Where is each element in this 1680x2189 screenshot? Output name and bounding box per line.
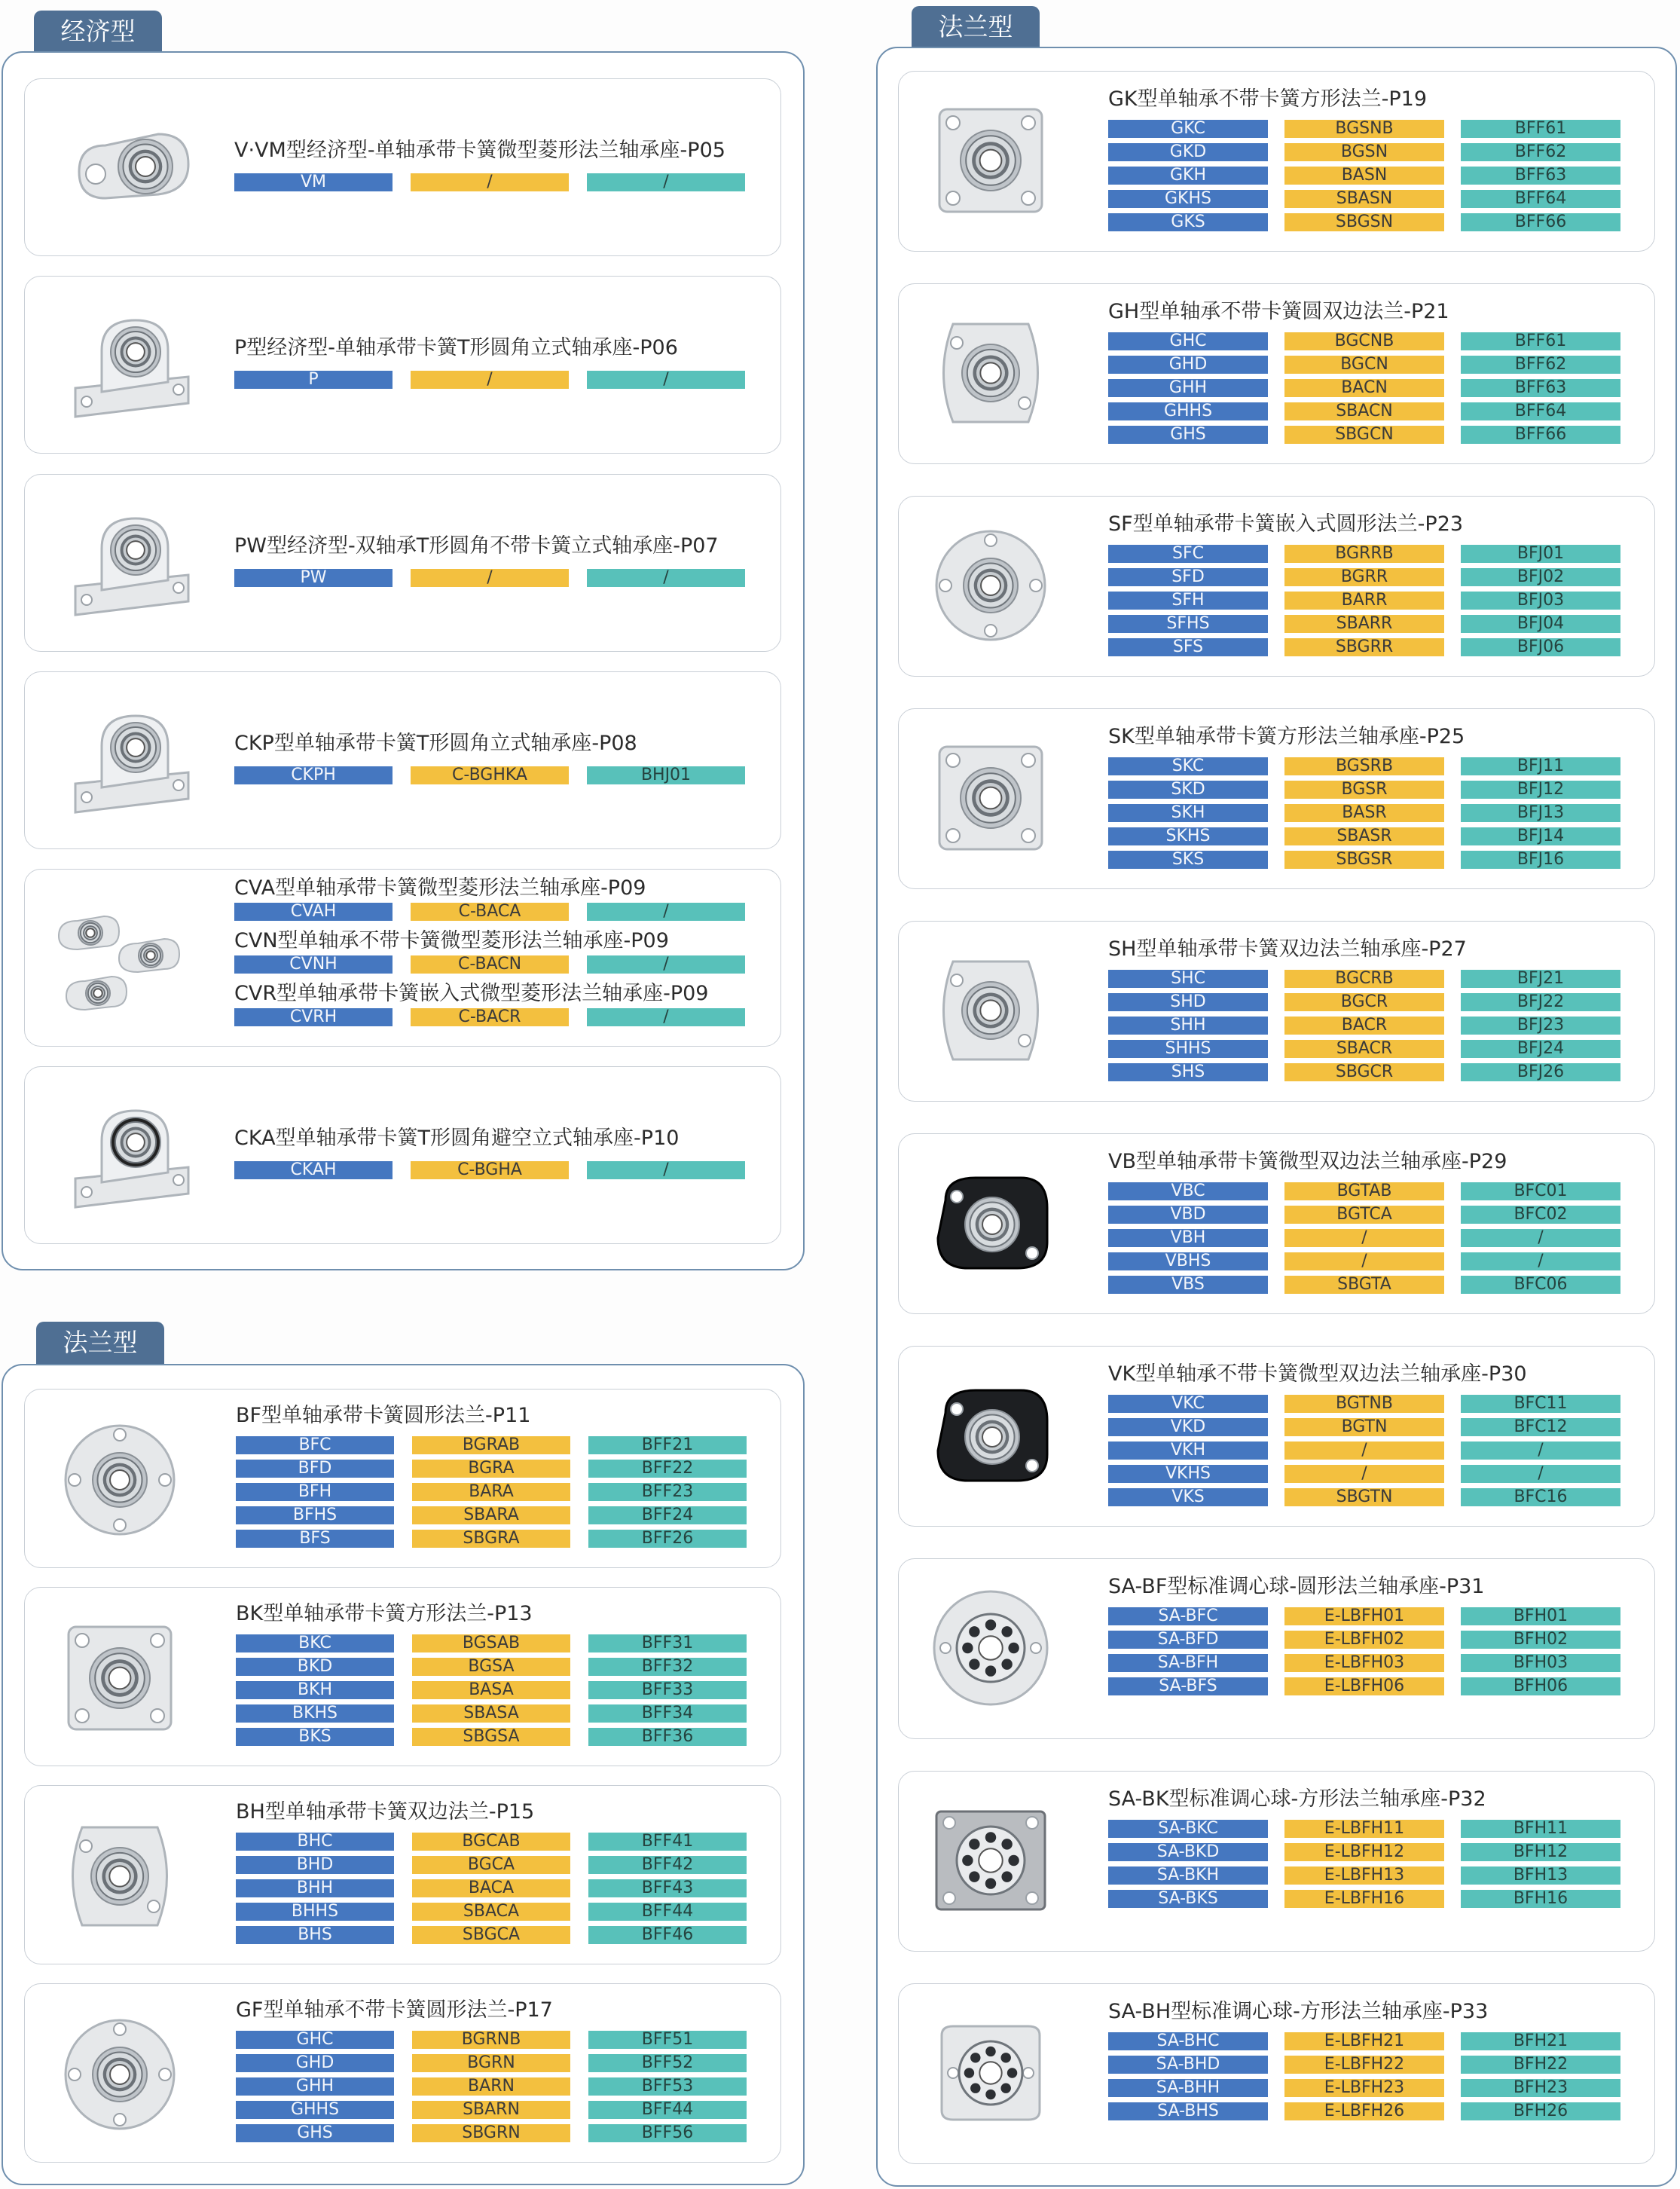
ref-code-cell: BFJ21	[1461, 970, 1620, 988]
alt-code-cell: BGCAB	[412, 1833, 570, 1851]
product-title: BF型单轴承带卡簧圆形法兰-P11	[236, 1404, 531, 1427]
model-code-cell: SA-BHD	[1108, 2056, 1268, 2074]
alt-code-cell: E-LBFH23	[1284, 2079, 1444, 2097]
ref-code-cell: /	[1461, 1441, 1620, 1460]
ref-code-cell: BFF41	[588, 1833, 747, 1851]
double-flange-bearing-icon	[923, 943, 1058, 1078]
model-code-cell: SFH	[1108, 592, 1268, 610]
alt-code-cell: BGSAB	[412, 1634, 570, 1652]
model-code-cell: BKS	[236, 1728, 394, 1746]
model-code-cell: SA-BFC	[1108, 1607, 1268, 1625]
ref-code-cell: /	[587, 569, 745, 587]
alt-code-cell: SBGSA	[412, 1728, 570, 1746]
model-code-cell: SKC	[1108, 757, 1268, 775]
model-code-cell: SA-BFS	[1108, 1677, 1268, 1695]
product-title: BK型单轴承带卡簧方形法兰-P13	[236, 1602, 533, 1625]
alt-code-cell: E-LBFH16	[1284, 1890, 1444, 1908]
model-code-cell: GKS	[1108, 213, 1268, 231]
model-code-cell: VBHS	[1108, 1252, 1268, 1270]
ref-code-cell: BFF43	[588, 1879, 747, 1897]
alt-code-cell: /	[411, 371, 569, 389]
model-code-cell: VM	[234, 173, 393, 191]
ref-code-cell: BFF52	[588, 2054, 747, 2072]
alt-code-cell: BGCA	[412, 1856, 570, 1874]
alt-code-cell: E-LBFH13	[1284, 1866, 1444, 1885]
alt-code-cell: SBGSN	[1284, 213, 1444, 231]
ref-code-cell: BFC02	[1461, 1206, 1620, 1224]
model-code-cell: BHH	[236, 1879, 394, 1897]
alt-code-cell: BGSRB	[1284, 757, 1444, 775]
model-code-cell: SHD	[1108, 993, 1268, 1011]
round-flange-bearing-icon	[923, 518, 1058, 653]
model-code-cell: SKH	[1108, 804, 1268, 822]
alt-code-cell: E-LBFH22	[1284, 2056, 1444, 2074]
product-title: BH型单轴承带卡簧双边法兰-P15	[236, 1800, 535, 1824]
ref-code-cell: BHJ01	[587, 766, 745, 784]
ref-code-cell: BFJ01	[1461, 545, 1620, 563]
model-code-cell: SFD	[1108, 568, 1268, 586]
alt-code-cell: BGRAB	[412, 1436, 570, 1454]
alt-code-cell: /	[1284, 1252, 1444, 1270]
model-code-cell: CVRH	[234, 1008, 393, 1026]
square-flange-bearing-icon	[923, 93, 1058, 228]
product-title: VK型单轴承不带卡簧微型双边法兰轴承座-P30	[1108, 1362, 1527, 1386]
model-code-cell: VBS	[1108, 1276, 1268, 1294]
alt-code-cell: BGCR	[1284, 993, 1444, 1011]
model-code-cell: BFS	[236, 1530, 394, 1548]
ref-code-cell: BFF66	[1461, 426, 1620, 444]
ref-code-cell: /	[1461, 1252, 1620, 1270]
ref-code-cell: BFJ13	[1461, 804, 1620, 822]
model-code-cell: VBD	[1108, 1206, 1268, 1224]
ref-code-cell: BFF31	[588, 1634, 747, 1652]
ref-code-cell: BFJ23	[1461, 1017, 1620, 1035]
ref-code-cell: /	[1461, 1465, 1620, 1483]
model-code-cell: GHS	[1108, 426, 1268, 444]
alt-code-cell: BGTAB	[1284, 1182, 1444, 1200]
model-code-cell: GHC	[236, 2031, 394, 2049]
product-title: GF型单轴承不带卡簧圆形法兰-P17	[236, 1998, 553, 2022]
model-code-cell: SKD	[1108, 781, 1268, 799]
model-code-cell: GHD	[1108, 356, 1268, 374]
ref-code-cell: BFJ26	[1461, 1063, 1620, 1081]
model-code-cell: SA-BKC	[1108, 1820, 1268, 1838]
model-code-cell: VKS	[1108, 1488, 1268, 1506]
ref-code-cell: BFJ03	[1461, 592, 1620, 610]
model-code-cell: SA-BFH	[1108, 1654, 1268, 1672]
product-title: V·VM型经济型-单轴承带卡簧微型菱形法兰轴承座-P05	[234, 139, 725, 162]
alt-code-cell: BGSNB	[1284, 120, 1444, 138]
model-code-cell: SKS	[1108, 851, 1268, 869]
round-flange-bearing-icon	[52, 1412, 188, 1548]
alt-code-cell: SBASA	[412, 1704, 570, 1723]
product-title: GH型单轴承不带卡簧圆双边法兰-P21	[1108, 300, 1449, 323]
product-title: CKA型单轴承带卡簧T形圆角避空立式轴承座-P10	[234, 1127, 680, 1150]
ref-code-cell: BFF21	[588, 1436, 747, 1454]
ref-code-cell: BFF32	[588, 1658, 747, 1676]
alt-code-cell: C-BACN	[411, 955, 569, 974]
model-code-cell: CVNH	[234, 955, 393, 974]
alt-code-cell: BGCNB	[1284, 332, 1444, 350]
model-code-cell: VBH	[1108, 1229, 1268, 1247]
section-tab-flange-left: 法兰型	[36, 1322, 164, 1364]
alt-code-cell: E-LBFH11	[1284, 1820, 1444, 1838]
product-title: VB型单轴承带卡簧微型双边法兰轴承座-P29	[1108, 1150, 1507, 1173]
round-flange-bearing-icon	[52, 2007, 188, 2142]
model-code-cell: P	[234, 371, 393, 389]
alt-code-cell: BGSA	[412, 1658, 570, 1676]
ref-code-cell: BFH23	[1461, 2079, 1620, 2097]
model-code-cell: BFC	[236, 1436, 394, 1454]
ref-code-cell: BFC06	[1461, 1276, 1620, 1294]
model-code-cell: BKD	[236, 1658, 394, 1676]
product-card	[898, 1346, 1655, 1527]
ref-code-cell: BFF44	[588, 2101, 747, 2119]
product-title: SA-BF型标准调心球-圆形法兰轴承座-P31	[1108, 1575, 1485, 1598]
alt-code-cell: BGTN	[1284, 1418, 1444, 1436]
alt-code-cell: E-LBFH21	[1284, 2032, 1444, 2050]
ref-code-cell: BFF36	[588, 1728, 747, 1746]
product-card	[24, 276, 781, 454]
alt-code-cell: BGTCA	[1284, 1206, 1444, 1224]
model-code-cell: SA-BKS	[1108, 1890, 1268, 1908]
black-flange-bearing-icon	[923, 1368, 1058, 1503]
model-code-cell: VBC	[1108, 1182, 1268, 1200]
model-code-cell: SA-BKD	[1108, 1843, 1268, 1861]
model-code-cell: BKHS	[236, 1704, 394, 1723]
ref-code-cell: BFH16	[1461, 1890, 1620, 1908]
ref-code-cell: BFF42	[588, 1856, 747, 1874]
ref-code-cell: BFJ24	[1461, 1040, 1620, 1058]
alt-code-cell: SBGRN	[412, 2124, 570, 2142]
model-code-cell: SHH	[1108, 1017, 1268, 1035]
ref-code-cell: BFF46	[588, 1926, 747, 1944]
alt-code-cell: SBGSR	[1284, 851, 1444, 869]
product-title: P型经济型-单轴承带卡簧T形圆角立式轴承座-P06	[234, 336, 678, 359]
product-card	[898, 1771, 1655, 1952]
model-code-cell: BFH	[236, 1483, 394, 1501]
alt-code-cell: /	[1284, 1229, 1444, 1247]
alt-code-cell: SBACN	[1284, 402, 1444, 420]
ref-code-cell: /	[587, 955, 745, 974]
alt-code-cell: SBGCR	[1284, 1063, 1444, 1081]
model-code-cell: VKH	[1108, 1441, 1268, 1460]
pillow-block-bearing-icon	[64, 693, 200, 829]
alt-code-cell: SBASN	[1284, 190, 1444, 208]
ref-code-cell: BFH01	[1461, 1607, 1620, 1625]
alt-code-cell: BGTNB	[1284, 1395, 1444, 1413]
product-card	[24, 1389, 781, 1568]
alt-code-cell: BGCN	[1284, 356, 1444, 374]
product-title: GK型单轴承不带卡簧方形法兰-P19	[1108, 87, 1428, 111]
alt-code-cell: BACA	[412, 1879, 570, 1897]
ref-code-cell: BFF56	[588, 2124, 747, 2142]
model-code-cell: BFD	[236, 1460, 394, 1478]
ref-code-cell: BFJ06	[1461, 638, 1620, 656]
product-card	[898, 1133, 1655, 1314]
product-title: SF型单轴承带卡簧嵌入式圆形法兰-P23	[1108, 512, 1464, 536]
model-code-cell: GHD	[236, 2054, 394, 2072]
alt-code-cell: E-LBFH06	[1284, 1677, 1444, 1695]
model-code-cell: BKH	[236, 1681, 394, 1699]
self-aligning-square-bearing-icon	[923, 1793, 1058, 1928]
alt-code-cell: BASA	[412, 1681, 570, 1699]
alt-code-cell: BGRNB	[412, 2031, 570, 2049]
alt-code-cell: BARA	[412, 1483, 570, 1501]
product-card	[24, 1983, 781, 2163]
alt-code-cell: SBGTA	[1284, 1276, 1444, 1294]
model-code-cell: SHS	[1108, 1063, 1268, 1081]
micro-diamond-flange-group-icon	[55, 891, 191, 1026]
alt-code-cell: SBGCN	[1284, 426, 1444, 444]
ref-code-cell: BFJ02	[1461, 568, 1620, 586]
product-card-cv-group	[24, 869, 781, 1047]
model-code-cell: GKH	[1108, 167, 1268, 185]
model-code-cell: SHC	[1108, 970, 1268, 988]
model-code-cell: GHHS	[1108, 402, 1268, 420]
product-card	[24, 474, 781, 652]
alt-code-cell: E-LBFH03	[1284, 1654, 1444, 1672]
section-tab-flange-right: 法兰型	[912, 6, 1040, 48]
alt-code-cell: BGRN	[412, 2054, 570, 2072]
model-code-cell: BHS	[236, 1926, 394, 1944]
product-card	[898, 71, 1655, 252]
model-code-cell: CVAH	[234, 903, 393, 921]
model-code-cell: BHC	[236, 1833, 394, 1851]
product-title: CVR型单轴承带卡簧嵌入式微型菱形法兰轴承座-P09	[234, 982, 709, 1005]
pillow-block-bearing-icon	[64, 298, 200, 433]
product-title: SH型单轴承带卡簧双边法兰轴承座-P27	[1108, 937, 1467, 961]
pillow-block-dark-bearing-icon	[64, 1088, 200, 1224]
ref-code-cell: BFJ12	[1461, 781, 1620, 799]
ref-code-cell: /	[1461, 1229, 1620, 1247]
product-title: SA-BH型标准调心球-方形法兰轴承座-P33	[1108, 2000, 1489, 2023]
product-card	[898, 921, 1655, 1102]
model-code-cell: SA-BHC	[1108, 2032, 1268, 2050]
model-code-cell: VKC	[1108, 1395, 1268, 1413]
square-flange-bearing-icon	[52, 1610, 188, 1746]
alt-code-cell: E-LBFH01	[1284, 1607, 1444, 1625]
alt-code-cell: /	[1284, 1465, 1444, 1483]
alt-code-cell: BGCRB	[1284, 970, 1444, 988]
product-title: CVN型单轴承不带卡簧微型菱形法兰轴承座-P09	[234, 929, 669, 952]
product-card	[898, 283, 1655, 464]
alt-code-cell: /	[411, 569, 569, 587]
product-title: SA-BK型标准调心球-方形法兰轴承座-P32	[1108, 1787, 1486, 1811]
ref-code-cell: BFF63	[1461, 167, 1620, 185]
ref-code-cell: BFH02	[1461, 1631, 1620, 1649]
model-code-cell: GHS	[236, 2124, 394, 2142]
alt-code-cell: SBARR	[1284, 615, 1444, 633]
product-card	[898, 1983, 1655, 2164]
model-code-cell: SFHS	[1108, 615, 1268, 633]
alt-code-cell: BACR	[1284, 1017, 1444, 1035]
alt-code-cell: E-LBFH26	[1284, 2102, 1444, 2120]
model-code-cell: SKHS	[1108, 827, 1268, 845]
self-aligning-double-bearing-icon	[923, 2005, 1058, 2141]
product-card	[24, 1066, 781, 1244]
ref-code-cell: /	[587, 1161, 745, 1179]
alt-code-cell: BGRA	[412, 1460, 570, 1478]
ref-code-cell: /	[587, 371, 745, 389]
product-card	[24, 1785, 781, 1964]
alt-code-cell: BGSN	[1284, 143, 1444, 161]
ref-code-cell: BFF51	[588, 2031, 747, 2049]
model-code-cell: GHH	[1108, 379, 1268, 397]
diamond-flange-bearing-icon	[64, 100, 200, 236]
ref-code-cell: BFH06	[1461, 1677, 1620, 1695]
product-title: SK型单轴承带卡簧方形法兰轴承座-P25	[1108, 725, 1465, 748]
section-tab-economy: 经济型	[34, 11, 162, 53]
alt-code-cell: SBGTN	[1284, 1488, 1444, 1506]
model-code-cell: SA-BFD	[1108, 1631, 1268, 1649]
ref-code-cell: BFF22	[588, 1460, 747, 1478]
model-code-cell: SA-BHH	[1108, 2079, 1268, 2097]
ref-code-cell: BFF33	[588, 1681, 747, 1699]
alt-code-cell: /	[1284, 1441, 1444, 1460]
ref-code-cell: /	[587, 173, 745, 191]
ref-code-cell: BFF24	[588, 1506, 747, 1524]
square-flange-bearing-icon	[923, 730, 1058, 866]
ref-code-cell: BFF66	[1461, 213, 1620, 231]
model-code-cell: VKD	[1108, 1418, 1268, 1436]
alt-code-cell: BARR	[1284, 592, 1444, 610]
black-flange-bearing-icon	[923, 1155, 1058, 1291]
model-code-cell: GKD	[1108, 143, 1268, 161]
ref-code-cell: BFJ16	[1461, 851, 1620, 869]
ref-code-cell: BFF44	[588, 1903, 747, 1921]
alt-code-cell: BACN	[1284, 379, 1444, 397]
ref-code-cell: BFF62	[1461, 143, 1620, 161]
model-code-cell: GHC	[1108, 332, 1268, 350]
ref-code-cell: BFH13	[1461, 1866, 1620, 1885]
model-code-cell: GKC	[1108, 120, 1268, 138]
product-card	[898, 496, 1655, 677]
ref-code-cell: BFH21	[1461, 2032, 1620, 2050]
alt-code-cell: SBARN	[412, 2101, 570, 2119]
ref-code-cell: BFH11	[1461, 1820, 1620, 1838]
ref-code-cell: BFF63	[1461, 379, 1620, 397]
ref-code-cell: BFJ11	[1461, 757, 1620, 775]
alt-code-cell: SBGRA	[412, 1530, 570, 1548]
product-card	[898, 708, 1655, 889]
product-card	[24, 78, 781, 256]
model-code-cell: SA-BKH	[1108, 1866, 1268, 1885]
ref-code-cell: BFH26	[1461, 2102, 1620, 2120]
model-code-cell: BHHS	[236, 1903, 394, 1921]
ref-code-cell: BFF61	[1461, 332, 1620, 350]
ref-code-cell: BFC01	[1461, 1182, 1620, 1200]
pillow-block-bearing-icon	[64, 496, 200, 631]
product-card	[24, 671, 781, 849]
model-code-cell: VKHS	[1108, 1465, 1268, 1483]
ref-code-cell: BFH22	[1461, 2056, 1620, 2074]
model-code-cell: SFS	[1108, 638, 1268, 656]
alt-code-cell: E-LBFH02	[1284, 1631, 1444, 1649]
alt-code-cell: C-BGHKA	[411, 766, 569, 784]
model-code-cell: PW	[234, 569, 393, 587]
ref-code-cell: BFF64	[1461, 190, 1620, 208]
ref-code-cell: BFF53	[588, 2077, 747, 2096]
ref-code-cell: BFF61	[1461, 120, 1620, 138]
alt-code-cell: C-BACA	[411, 903, 569, 921]
model-code-cell: SA-BHS	[1108, 2102, 1268, 2120]
ref-code-cell: BFC12	[1461, 1418, 1620, 1436]
self-aligning-round-bearing-icon	[923, 1580, 1058, 1716]
alt-code-cell: BARN	[412, 2077, 570, 2096]
model-code-cell: BHD	[236, 1856, 394, 1874]
ref-code-cell: BFH03	[1461, 1654, 1620, 1672]
alt-code-cell: SBACR	[1284, 1040, 1444, 1058]
model-code-cell: GHHS	[236, 2101, 394, 2119]
alt-code-cell: BGRR	[1284, 568, 1444, 586]
ref-code-cell: /	[587, 903, 745, 921]
alt-code-cell: E-LBFH12	[1284, 1843, 1444, 1861]
product-title: PW型经济型-双轴承T形圆角不带卡簧立式轴承座-P07	[234, 534, 719, 558]
ref-code-cell: BFJ22	[1461, 993, 1620, 1011]
alt-code-cell: SBARA	[412, 1506, 570, 1524]
ref-code-cell: BFF34	[588, 1704, 747, 1723]
alt-code-cell: SBGCA	[412, 1926, 570, 1944]
ref-code-cell: BFF23	[588, 1483, 747, 1501]
alt-code-cell: /	[411, 173, 569, 191]
product-card	[898, 1558, 1655, 1739]
alt-code-cell: SBACA	[412, 1903, 570, 1921]
ref-code-cell: BFC16	[1461, 1488, 1620, 1506]
alt-code-cell: BGSR	[1284, 781, 1444, 799]
ref-code-cell: BFF26	[588, 1530, 747, 1548]
model-code-cell: GHH	[236, 2077, 394, 2096]
product-title: CKP型单轴承带卡簧T形圆角立式轴承座-P08	[234, 732, 637, 755]
model-code-cell: GKHS	[1108, 190, 1268, 208]
ref-code-cell: BFF62	[1461, 356, 1620, 374]
model-code-cell: SFC	[1108, 545, 1268, 563]
alt-code-cell: SBASR	[1284, 827, 1444, 845]
product-card	[24, 1587, 781, 1766]
ref-code-cell: BFH12	[1461, 1843, 1620, 1861]
model-code-cell: BFHS	[236, 1506, 394, 1524]
model-code-cell: CKAH	[234, 1161, 393, 1179]
alt-code-cell: C-BACR	[411, 1008, 569, 1026]
model-code-cell: SHHS	[1108, 1040, 1268, 1058]
product-title: CVA型单轴承带卡簧微型菱形法兰轴承座-P09	[234, 876, 646, 900]
double-flange-bearing-icon	[923, 305, 1058, 441]
ref-code-cell: BFJ04	[1461, 615, 1620, 633]
ref-code-cell: BFC11	[1461, 1395, 1620, 1413]
ref-code-cell: BFF64	[1461, 402, 1620, 420]
alt-code-cell: BASN	[1284, 167, 1444, 185]
alt-code-cell: C-BGHA	[411, 1161, 569, 1179]
alt-code-cell: BGRRB	[1284, 545, 1444, 563]
ref-code-cell: /	[587, 1008, 745, 1026]
alt-code-cell: BASR	[1284, 804, 1444, 822]
double-flange-bearing-icon	[52, 1808, 188, 1944]
ref-code-cell: BFJ14	[1461, 827, 1620, 845]
model-code-cell: CKPH	[234, 766, 393, 784]
alt-code-cell: SBGRR	[1284, 638, 1444, 656]
model-code-cell: BKC	[236, 1634, 394, 1652]
